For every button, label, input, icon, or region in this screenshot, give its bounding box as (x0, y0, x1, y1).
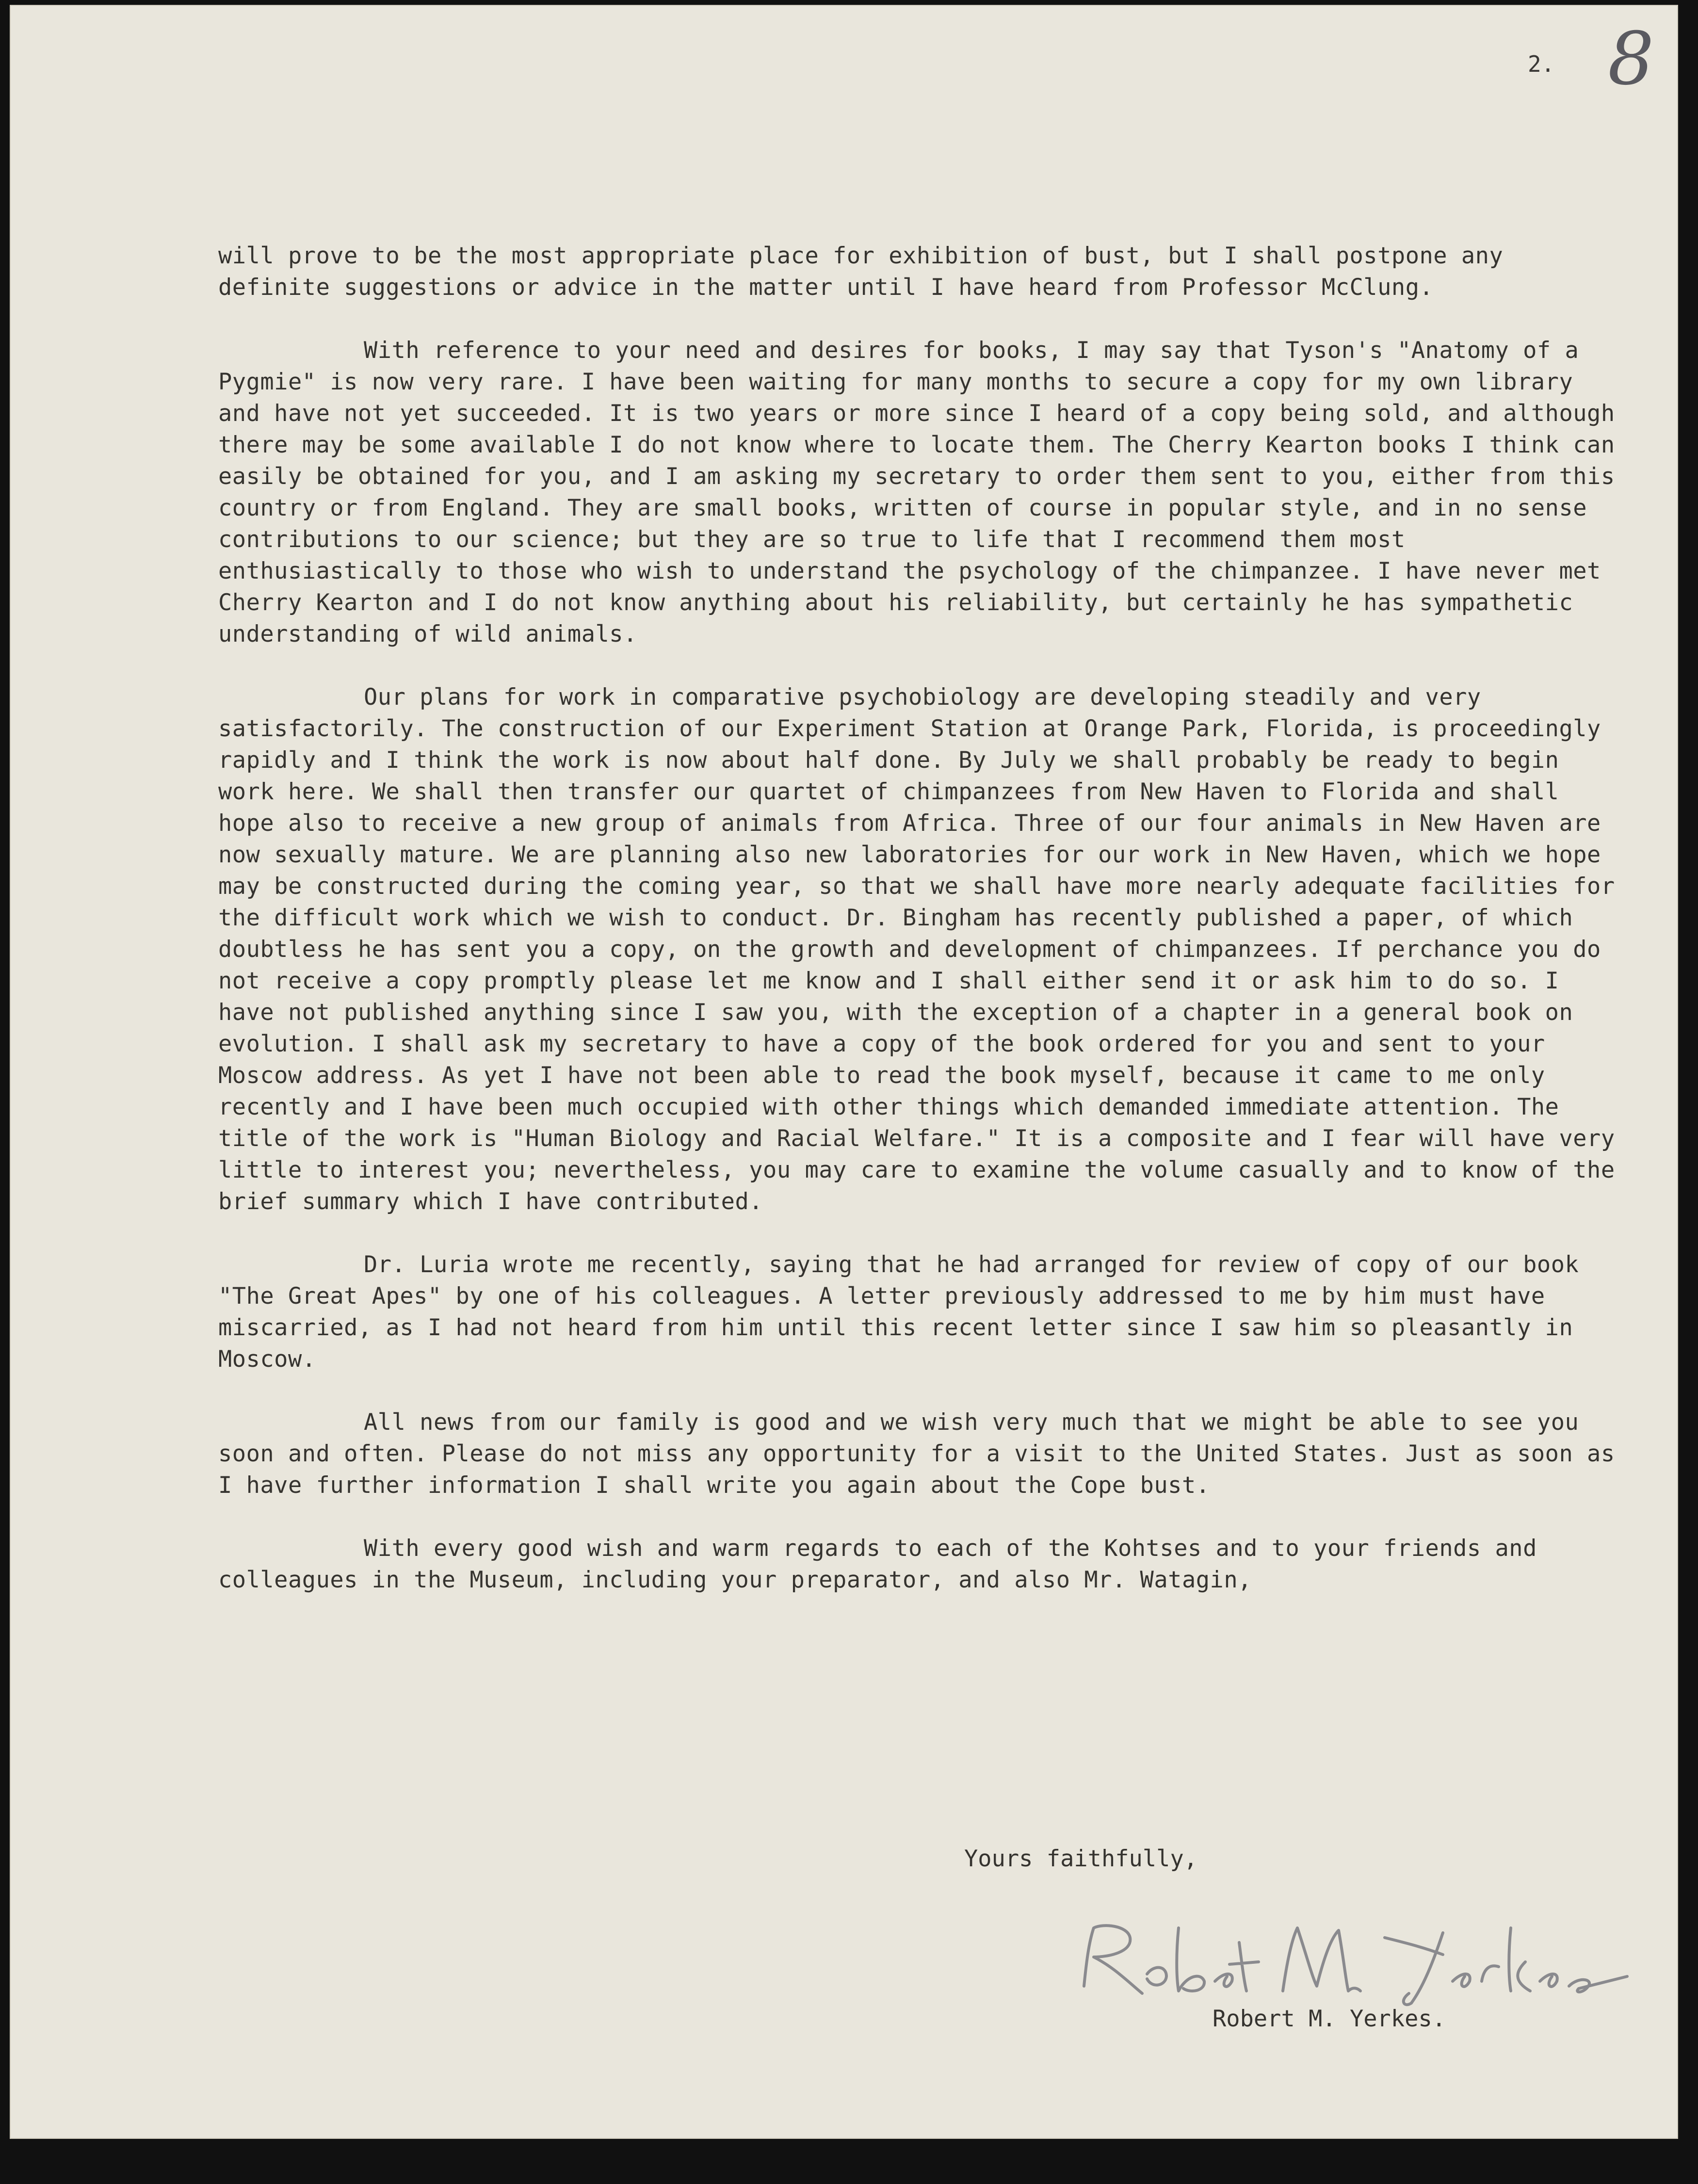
paragraph-4: Dr. Luria wrote me recently, saying that he had arranged for review of copy of our book "The Great Apes" by one of his colleagues. A letter previously addressed to me by him must have miscarried, as I had not heard from him until this recent letter since I saw him so pleasantly in Moscow. (218, 1251, 1579, 1373)
page-number: 2. (1528, 51, 1555, 77)
typed-signature-name: Robert M. Yerkes. (1213, 2006, 1446, 2032)
letter-page (10, 5, 1678, 2139)
letter-body (218, 240, 1625, 1627)
paragraph-2: With reference to your need and desires for books, I may say that Tyson's "Anatomy of a Pygmie" is now very rare. I have been waiting for many months to secure a copy for my own library and have not yet succeeded. It is two years or more since I heard of a copy being sold, and although there may be some available I do not know where to locate them. The Cherry Kearton books I think can easily be obtained for you, and I am asking my secretary to order them sent to you, either from this country or from England. They are small books, written of course in popular style, and in no sense contributions to our science; but they are so true to life that I recommend them most enthusiastically to those who wish to understand the psychology of the chimpanzee. I have never met Cherry Kearton and I do not know anything about his reliability, but certainly he has sympathetic understanding of wild animals. (218, 337, 1615, 647)
folio-mark: 8 (1608, 17, 1654, 101)
handwritten-signature (1074, 1909, 1637, 2010)
closing-line: Yours faithfully, (964, 1845, 1198, 1872)
paragraph-5: All news from our family is good and we wish very much that we might be able to see you soon and often. Please do not miss any opportunity for a visit to the United States. Just as soon as I have further information I shall write you again about the Cope bust. (218, 1409, 1615, 1499)
paragraph-6: With every good wish and warm regards to each of the Kohtses and to your friends and colleagues in the Museum, including your preparator, and also Mr. Watagin, (218, 1535, 1537, 1593)
paragraph-1: will prove to be the most appropriate place for exhibition of bust, but I shall postpone any definite suggestions or advice in the matter until I have heard from Professor McClung. (218, 243, 1504, 301)
paragraph-3: Our plans for work in comparative psychobiology are developing steadily and very satisfactorily. The construction of our Experiment Station at Orange Park, Florida, is proceedingly rapidly and I think the work is now about half done. By July we shall probably be ready to begin work here. We shall then transfer our quartet of chimpanzees from New Haven to Florida and shall hope also to receive a new group of animals from Africa. Three of our four animals in New Haven are now sexually mature. We are planning also new laboratories for our work in New Haven, which we hope may be constructed during the coming year, so that we shall have more nearly adequate facilities for the difficult work which we wish to conduct. Dr. Bingham has recently published a paper, of which doubtless he has sent you a copy, on the growth and development of chimpanzees. If perchance you do not receive a copy promptly please let me know and I shall either send it or ask him to do so. I have not published anything since I saw you, with the exception of a chapter in a general book on evolution. I shall ask my secretary to have a copy of the book ordered for you and sent to your Moscow address. As yet I have not been able to read the book myself, because it came to me only recently and I have been much occupied with other things which demanded immediate attention. The title of the work is "Human Biology and Racial Welfare." It is a composite and I fear will have very little to interest you; nevertheless, you may care to examine the volume casually and to know of the brief summary which I have contributed. (218, 684, 1615, 1215)
